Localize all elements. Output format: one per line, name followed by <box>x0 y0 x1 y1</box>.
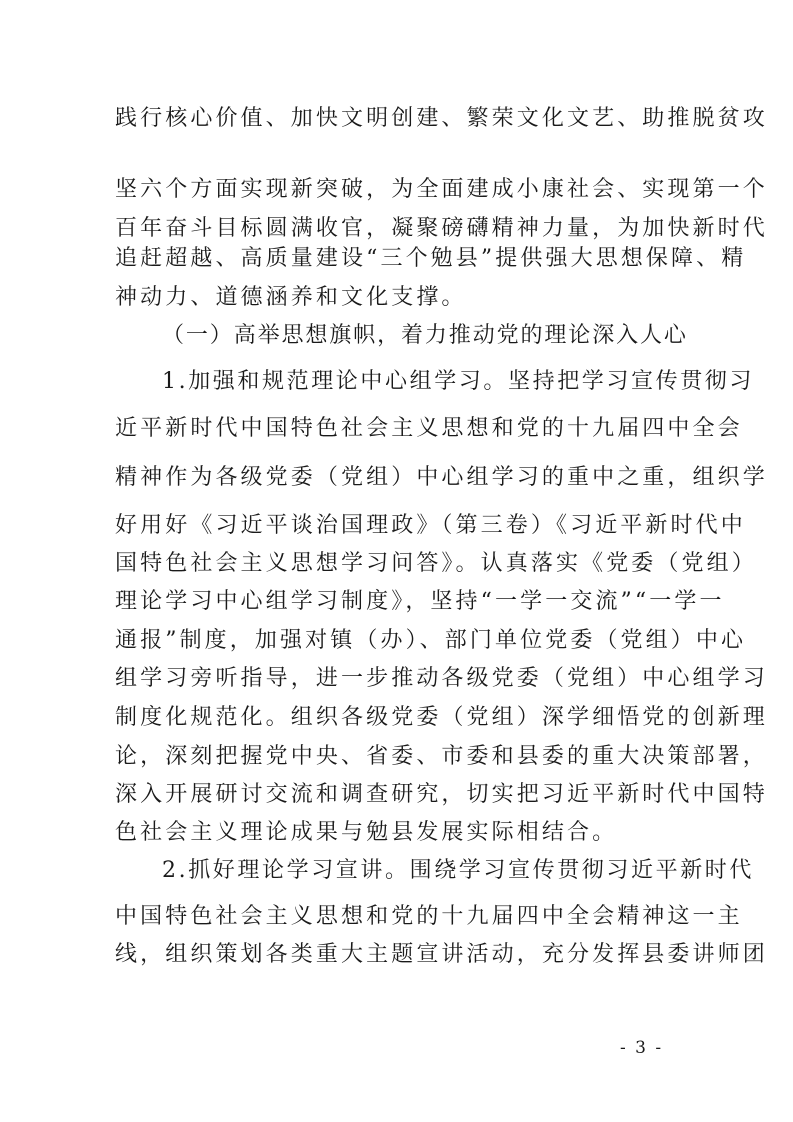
text-line: 精神作为各级党委（党组）中心组学习的重中之重，组织学 <box>115 465 768 490</box>
text-line: 坚六个方面实现新突破，为全面建成小康社会、实现第一个 <box>115 177 768 202</box>
text-line: 线，组织策划各类重大主题宣讲活动，充分发挥县委讲师团 <box>115 942 768 967</box>
text-line: 百年奋斗目标圆满收官，凝聚磅礴精神力量，为加快新时代 <box>115 216 768 241</box>
text-line: 践行核心价值、加快文明创建、繁荣文化文艺、助推脱贫攻 <box>115 106 768 131</box>
text-line: 近平新时代中国特色社会主义思想和党的十九届四中全会 <box>115 416 743 441</box>
text-line: 1.加强和规范理论中心组学习。坚持把学习宣传贯彻习 <box>162 369 754 394</box>
text-line: 神动力、道德涵养和文化支撑。 <box>115 285 467 310</box>
text-line: 国特色社会主义思想学习问答》。认真落实《党委（党组） <box>115 551 757 576</box>
text-line: 论，深刻把握党中央、省委、市委和县委的重大决策部署， <box>115 744 768 769</box>
text-line: 理论学习中心组学习制度》，坚持“一学一交流”“一学一 <box>115 589 725 614</box>
text-line: 色社会主义理论成果与勉县发展实际相结合。 <box>115 820 618 845</box>
text-line: 深入开展研讨交流和调查研究，切实把习近平新时代中国特 <box>115 782 768 807</box>
section-heading: （一）高举思想旗帜，着力推动党的理论深入人心 <box>162 323 688 348</box>
text-line: 通报”制度，加强对镇（办）、部门单位党委（党组）中心 <box>115 628 747 653</box>
text-line: 制度化规范化。组织各级党委（党组）深学细悟党的创新理 <box>115 705 768 730</box>
text-line: 中国特色社会主义思想和党的十九届四中全会精神这一主 <box>115 904 743 929</box>
text-line: 好用好《习近平谈治国理政》（第三卷）《习近平新时代中 <box>115 513 746 538</box>
text-line: 2.抓好理论学习宣讲。围绕学习宣传贯彻习近平新时代 <box>162 858 754 883</box>
text-line: 追赶超越、高质量建设“三个勉县”提供强大思想保障、精 <box>115 246 747 271</box>
page-number: - 3 - <box>620 1038 664 1058</box>
text-line: 组学习旁听指导，进一步推动各级党委（党组）中心组学习 <box>115 666 768 691</box>
